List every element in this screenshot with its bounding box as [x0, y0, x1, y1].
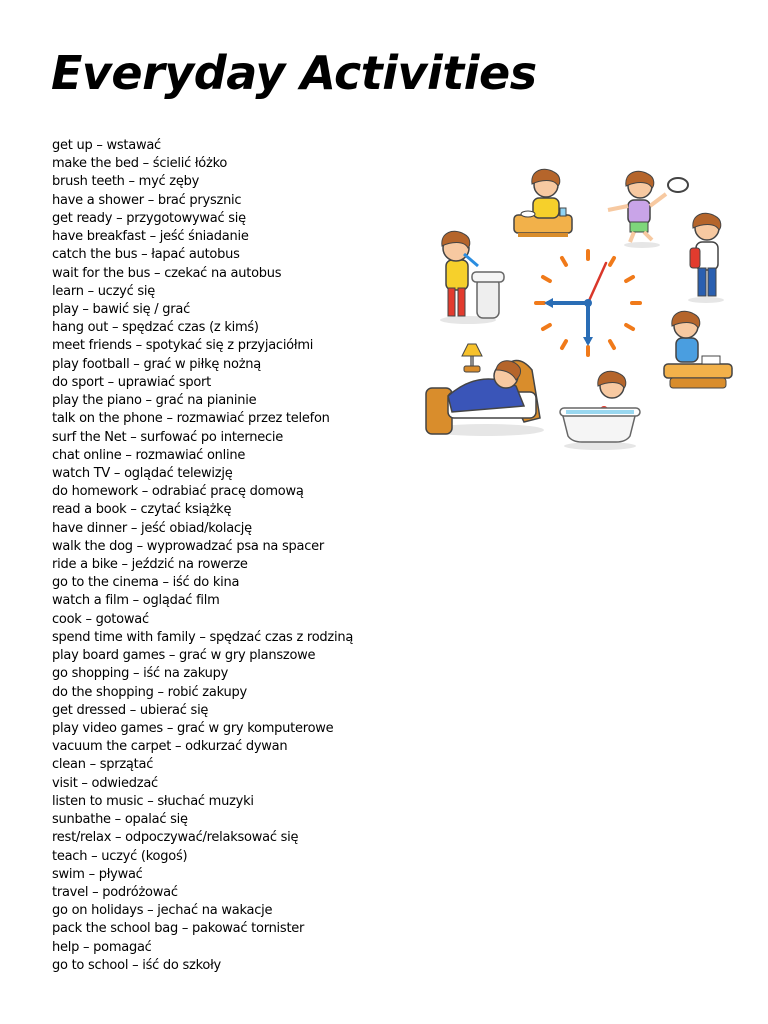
vocab-item: surf the Net – surfować po internecie — [52, 429, 284, 445]
vocab-item: do homework – odrabiać pracę domową — [52, 484, 304, 500]
vocabulary-list — [52, 137, 353, 975]
vocab-item: do the shopping – robić zakupy — [52, 684, 247, 700]
vocab-item: go to the cinema – iść do kina — [52, 575, 240, 591]
clock-tick — [626, 325, 633, 329]
vocab-item: rest/relax – odpoczywać/relaksować się — [52, 830, 299, 846]
vocab-item: have breakfast – jeść śniadanie — [52, 229, 249, 245]
vocab-item: play board games – grać w gry planszowe — [52, 648, 316, 664]
vocab-item: visit – odwiedzać — [52, 775, 158, 791]
daily-routine-illustration — [420, 160, 750, 455]
vocab-item: play – bawić się / grać — [52, 301, 191, 317]
vocab-item: chat online – rozmawiać online — [52, 447, 246, 463]
clock-tick — [610, 341, 614, 348]
bathtub-kid-icon — [560, 371, 640, 450]
vocab-item: wait for the bus – czekać na autobus — [52, 265, 282, 281]
clock-tick — [543, 325, 550, 329]
vocab-item: read a book – czytać książkę — [52, 502, 232, 518]
vocab-item: go shopping – iść na zakupy — [52, 666, 229, 682]
clock-icon — [536, 251, 640, 355]
vocab-item: get up – wstawać — [52, 138, 161, 153]
vocab-item: go to school – iść do szkoły — [52, 957, 221, 973]
clock-tick — [562, 258, 566, 265]
vocab-item: spend time with family – spędzać czas z rodziną — [52, 629, 354, 645]
clock-tick — [543, 277, 550, 281]
vocab-item: listen to music – słuchać muzyki — [52, 793, 254, 809]
vocab-item: play video games – grać w gry komputerowe — [52, 721, 334, 736]
eating-kid-icon — [514, 169, 572, 237]
clock-tick — [626, 277, 633, 281]
vocab-item: clean – sprzątać — [52, 757, 154, 773]
vocab-item: sunbathe – opalać się — [52, 812, 188, 828]
vocab-item: walk the dog – wyprowadzać psa na spacer — [52, 538, 325, 554]
vocab-item: get dressed – ubierać się — [52, 702, 209, 718]
vocab-item: watch TV – oglądać telewizję — [52, 465, 233, 481]
vocab-item: play football – grać w piłkę nożną — [52, 356, 261, 372]
vocab-item: vacuum the carpet – odkurzać dywan — [52, 739, 288, 755]
vocab-item: do sport – uprawiać sport — [52, 374, 211, 390]
vocab-item: help – pomagać — [52, 939, 152, 955]
vocab-item: learn – uczyć się — [52, 283, 156, 299]
vocab-item: have dinner – jeść obiad/kolację — [52, 520, 252, 536]
vocab-item: go on holidays – jechać na wakacje — [52, 903, 273, 919]
vocab-item: hang out – spędzać czas (z kimś) — [52, 320, 259, 336]
vocab-item: talk on the phone – rozmawiać przez telefon — [52, 411, 330, 427]
vocab-item: travel – podróżować — [52, 884, 178, 900]
vocab-item: have a shower – brać prysznic — [52, 192, 242, 208]
vocab-item: meet friends – spotykać się z przyjaciółmi — [52, 338, 314, 354]
vocab-item: get ready – przygotowywać się — [52, 210, 246, 226]
vocab-item: pack the school bag – pakować tornister — [52, 921, 305, 937]
clock-tick — [610, 258, 614, 265]
homework-kid-icon — [664, 311, 732, 388]
page-title: Everyday Activities — [51, 46, 537, 100]
vocab-item: watch a film – oglądać film — [52, 593, 220, 609]
schoolbag-kid-icon — [688, 213, 724, 303]
vocab-item: swim – pływać — [52, 866, 143, 882]
vocab-item: brush teeth – myć zęby — [52, 174, 200, 190]
vocab-item: cook – gotować — [52, 611, 149, 627]
tennis-kid-icon — [608, 171, 688, 248]
vocab-item: teach – uczyć (kogoś) — [52, 848, 188, 864]
vocab-item: make the bed – ścielić łóżko — [52, 156, 228, 172]
vocab-item: catch the bus – łapać autobus — [52, 247, 240, 263]
brushing-teeth-kid-icon — [440, 231, 504, 324]
sleeping-kid-icon — [426, 344, 544, 436]
vocab-item: ride a bike – jeździć na rowerze — [52, 557, 248, 573]
clock-tick — [562, 341, 566, 348]
vocab-item: play the piano – grać na pianinie — [52, 393, 257, 409]
